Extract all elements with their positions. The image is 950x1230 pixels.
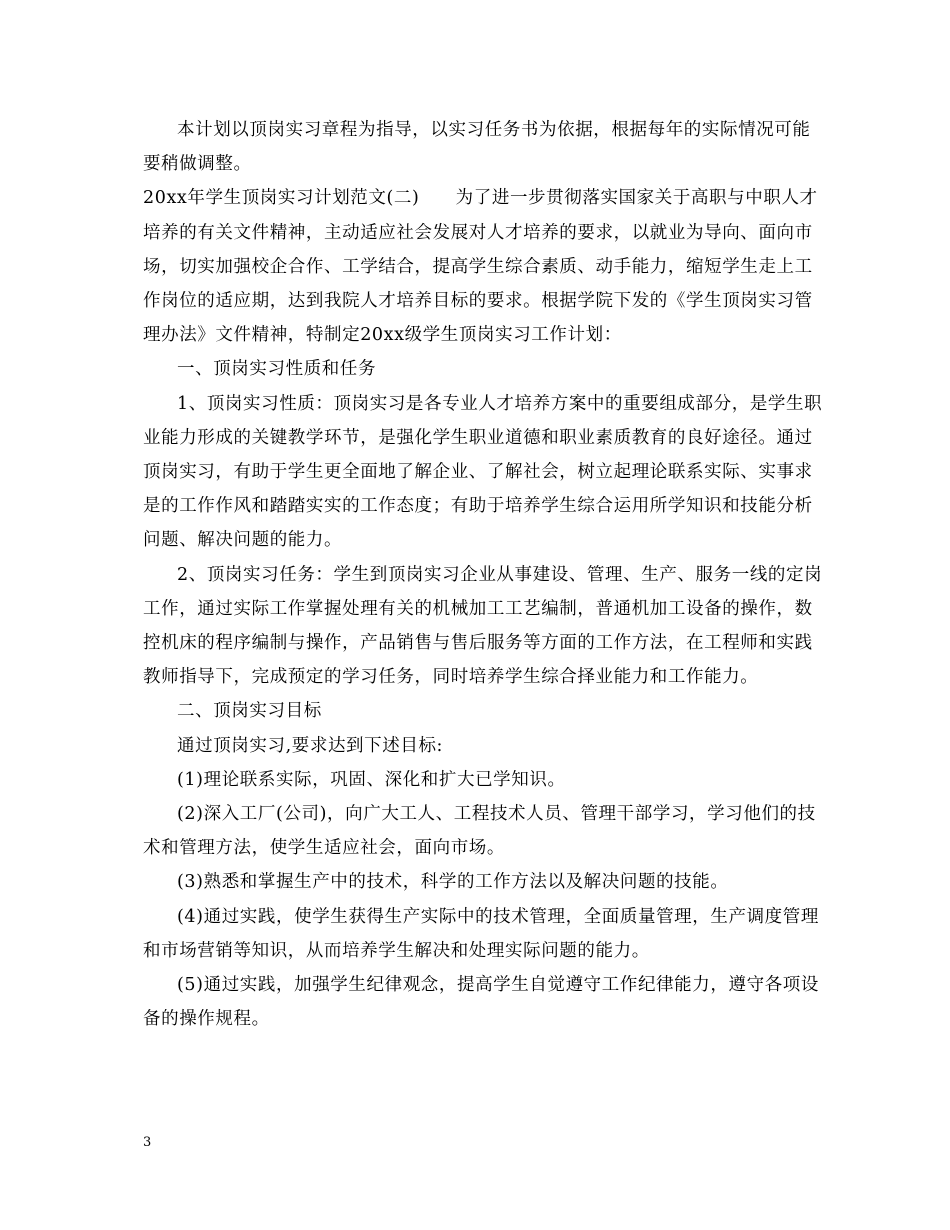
document-body <box>143 113 823 1036</box>
page-number: 3 <box>143 1135 152 1150</box>
paragraph-internship-nature: 1、顶岗实习性质：顶岗实习是各专业人才培养方案中的重要组成部分，是学生职业能力形成的关键教学环节，是强化学生职业道德和职业素质教育的良好途径。通过顶岗实习，有助于学生更全面地了解企业、了解社会，树立起理论联系实际、实事求是的工作作风和踏踏实实的工作态度；有助于培养学生综合运用所学知识和技能分析问题、解决问题的能力。 <box>143 393 823 551</box>
section-heading-nature-tasks: 一、顶岗实习性质和任务 <box>177 359 377 380</box>
goal-item-1: (1)理论联系实际，巩固、深化和扩大已学知识。 <box>177 769 566 790</box>
goal-item-2: (2)深入工厂(公司)，向广大工人、工程技术人员、管理干部学习，学习他们的技术和管理方法，使学生适应社会，面向市场。 <box>143 804 816 859</box>
paragraph-goals-intro: 通过顶岗实习,要求达到下述目标: <box>177 735 444 756</box>
section-heading-goals: 二、顶岗实习目标 <box>177 701 322 722</box>
paragraph-internship-tasks: 2、顶岗实习任务：学生到顶岗实习企业从事建设、管理、生产、服务一线的定岗工作，通过实际工作掌握处理有关的机械加工工艺编制，普通机加工设备的操作，数控机床的程序编制与操作，产品销售与售后服务等方面的工作方法，在工程师和实践教师指导下，完成预定的学习任务，同时培养学生综合择业能力和工作能力。 <box>143 564 823 688</box>
goal-item-4: (4)通过实践，使学生获得生产实际中的技术管理，全面质量管理，生产调度管理和市场营销等知识，从而培养学生解决和处理实际问题的能力。 <box>143 906 819 961</box>
paragraph-plan-intro: 20xx年学生顶岗实习计划范文(二) 为了进一步贯彻落实国家关于高职与中职人才培养的有关文件精神，主动适应社会发展对人才培养的要求，以就业为导向、面向市场，切实加强校企合作、工学结合，提高学生综合素质、动手能力，缩短学生走上工作岗位的适应期，达到我院人才培养目标的要求。根据学院下发的《学生顶岗实习管理办法》文件精神，特制定20xx级学生顶岗实习工作计划： <box>143 188 818 346</box>
goal-item-5: (5)通过实践，加强学生纪律观念，提高学生自觉遵守工作纪律能力，遵守各项设备的操作规程。 <box>143 975 819 1030</box>
goal-item-3: (3)熟悉和掌握生产中的技术，科学的工作方法以及解决问题的技能。 <box>177 872 729 893</box>
paragraph-plan-note: 本计划以顶岗实习章程为指导，以实习任务书为依据，根据每年的实际情况可能要稍做调整。 <box>143 120 811 175</box>
